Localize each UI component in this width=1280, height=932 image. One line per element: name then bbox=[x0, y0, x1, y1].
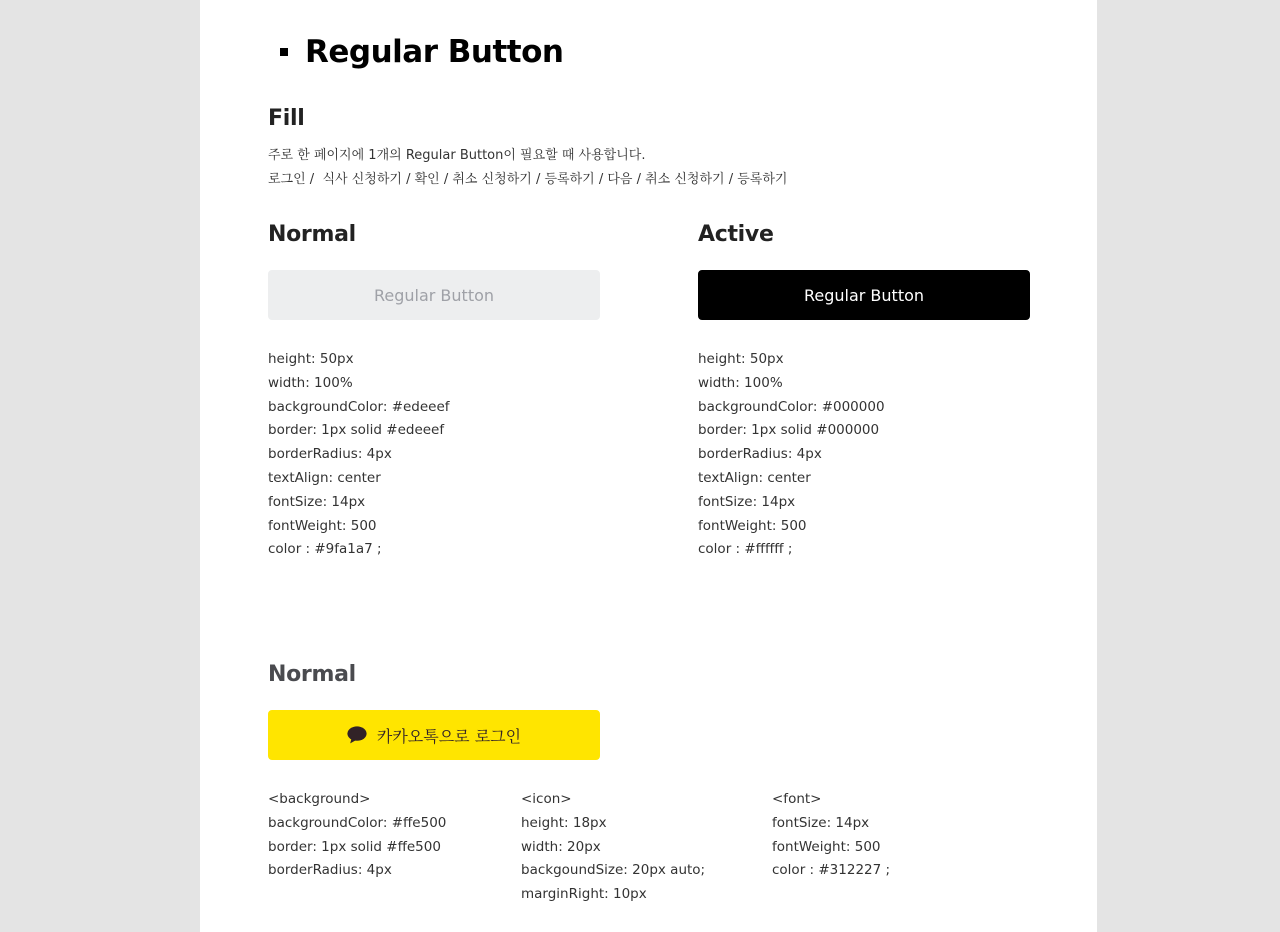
spec-line: fontWeight: 500 bbox=[698, 517, 807, 534]
spec-line: backgroundColor: #edeeef bbox=[268, 398, 450, 415]
active-heading: Active bbox=[698, 222, 774, 247]
square-bullet-icon bbox=[280, 48, 288, 56]
regular-button-active[interactable]: Regular Button bbox=[698, 270, 1030, 320]
spec-line: width: 100% bbox=[698, 374, 783, 391]
kakao-icon-spec bbox=[521, 788, 705, 907]
kakao-normal-heading: Normal bbox=[268, 662, 356, 687]
speech-bubble-icon bbox=[347, 726, 367, 744]
spec-line: color : #ffffff ; bbox=[698, 541, 793, 558]
spec-line: borderRadius: 4px bbox=[698, 446, 822, 463]
page-title-row bbox=[280, 30, 563, 74]
normal-heading: Normal bbox=[268, 222, 356, 247]
regular-button-normal[interactable]: Regular Button bbox=[268, 270, 600, 320]
active-spec-list bbox=[698, 348, 885, 562]
spec-line: fontSize: 14px bbox=[772, 814, 870, 831]
spec-line: backgroundColor: #ffe500 bbox=[268, 814, 447, 831]
spec-line: backgoundSize: 20px auto; bbox=[521, 862, 706, 879]
spec-line: borderRadius: 4px bbox=[268, 446, 392, 463]
spec-line: textAlign: center bbox=[268, 469, 381, 486]
spec-line: fontWeight: 500 bbox=[772, 838, 881, 855]
desc-line: 주로 한 페이지에 1개의 Regular Button이 필요할 때 사용합니다. bbox=[268, 148, 646, 163]
spec-line: border: 1px solid #ffe500 bbox=[268, 838, 441, 855]
normal-spec-list bbox=[268, 348, 450, 562]
spec-line: <icon> bbox=[521, 791, 572, 807]
kakao-background-spec bbox=[268, 788, 446, 883]
spec-line: width: 20px bbox=[521, 838, 601, 855]
document-page bbox=[200, 0, 1097, 932]
spec-line: border: 1px solid #000000 bbox=[698, 422, 880, 439]
spec-line: fontSize: 14px bbox=[268, 493, 366, 510]
page-title: Regular Button bbox=[305, 34, 564, 70]
spec-line: marginRight: 10px bbox=[521, 886, 647, 903]
spec-line: borderRadius: 4px bbox=[268, 862, 392, 879]
fill-description bbox=[268, 144, 787, 191]
kakao-login-label: 카카오톡으로 로그인 bbox=[376, 726, 522, 746]
spec-line: color : #312227 ; bbox=[772, 862, 891, 879]
spec-line: height: 18px bbox=[521, 814, 607, 831]
spec-line: <background> bbox=[268, 791, 371, 807]
spec-line: textAlign: center bbox=[698, 469, 811, 486]
spec-line: backgroundColor: #000000 bbox=[698, 398, 885, 415]
spec-line: height: 50px bbox=[698, 351, 784, 367]
kakao-login-button[interactable] bbox=[268, 710, 600, 760]
spec-line: fontSize: 14px bbox=[698, 493, 796, 510]
fill-heading: Fill bbox=[268, 106, 305, 131]
desc-line: 로그인 / 식사 신청하기 / 확인 / 취소 신청하기 / 등록하기 / 다음 / 취소 신청하기 / 등록하기 bbox=[268, 171, 788, 187]
spec-line: color : #9fa1a7 ; bbox=[268, 541, 382, 558]
kakao-font-spec bbox=[772, 788, 890, 883]
spec-line: width: 100% bbox=[268, 374, 353, 391]
spec-line: border: 1px solid #edeeef bbox=[268, 422, 445, 439]
spec-line: height: 50px bbox=[268, 351, 354, 367]
spec-line: <font> bbox=[772, 791, 822, 807]
spec-line: fontWeight: 500 bbox=[268, 517, 377, 534]
